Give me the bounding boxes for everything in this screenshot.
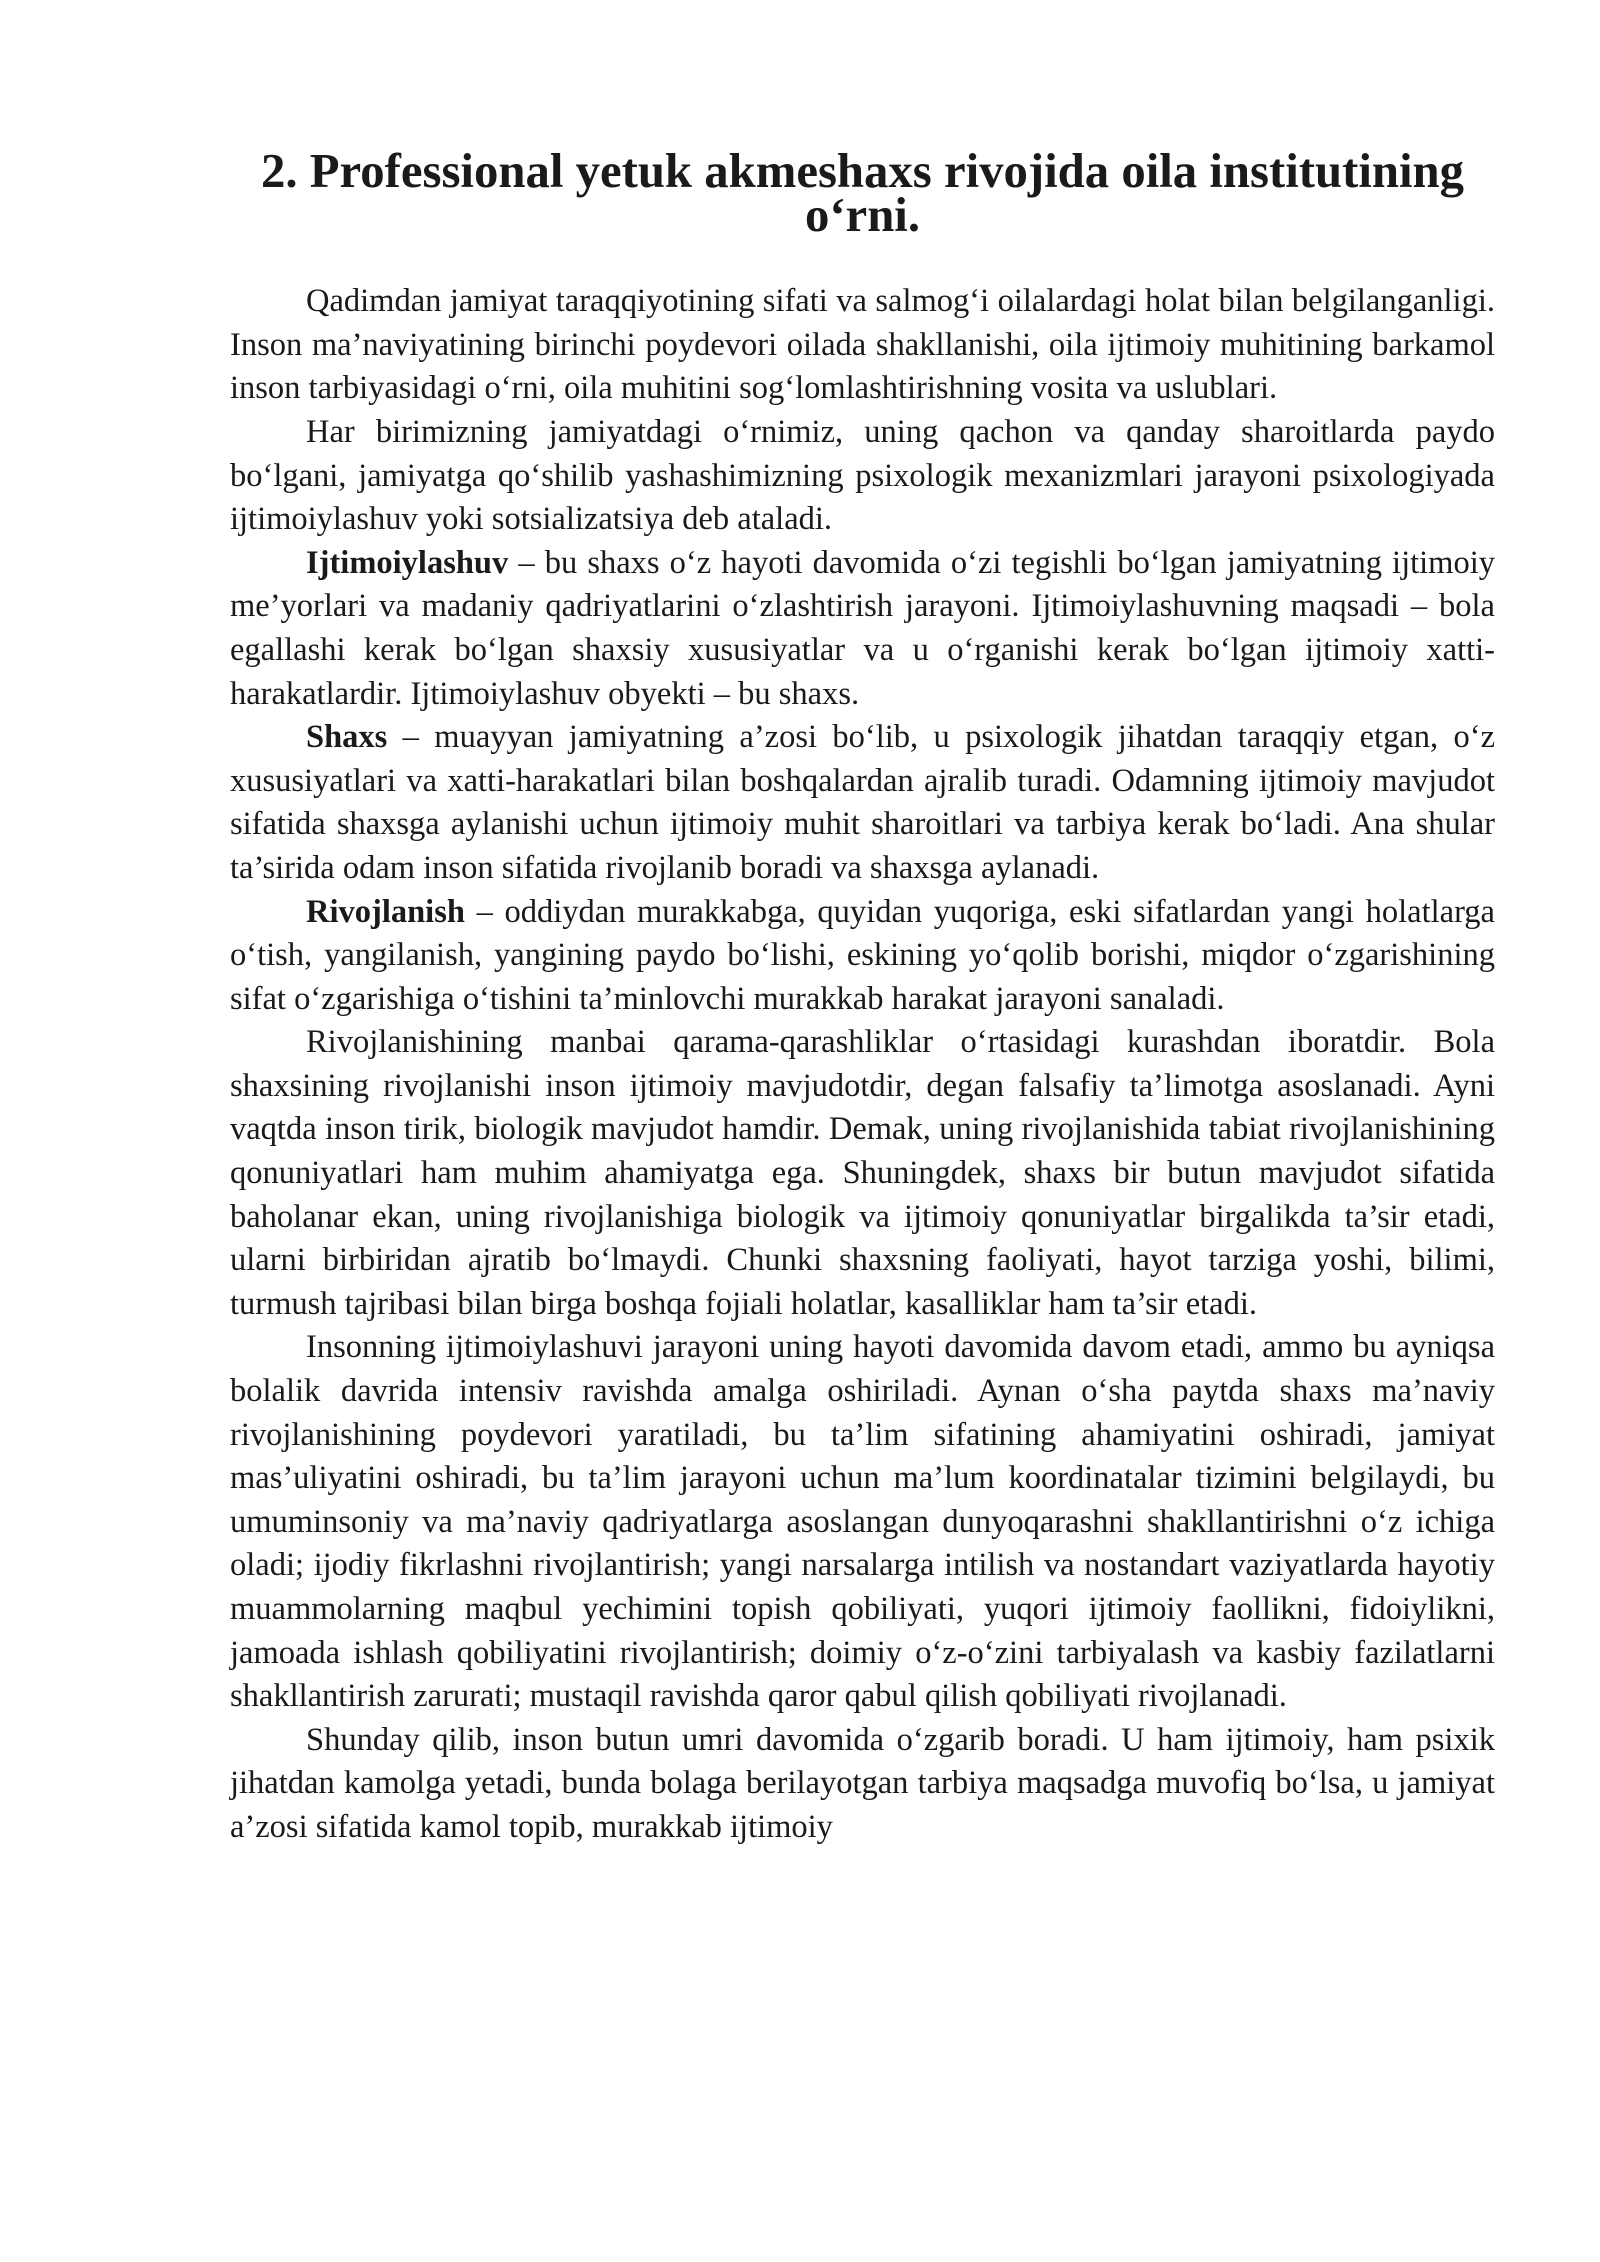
paragraph-text: – muayyan jamiyatning a’zosi bo‘lib, u psixologik jihatdan taraqqiy etgan, o‘z xususiyatlari va xatti-harakatlari bilan boshqalardan ajralib turadi. Odamning ijtimoiy mavjudot sifatida shaxsga aylanishi uchun ijtimoiy muhit sharoitlari va tarbiya kerak bo‘ladi. Ana shular ta’sirida odam inson sifatida rivojlanib boradi va shaxsga aylanadi. [230, 719, 1495, 886]
term-rivojlanish: Rivojlanish [306, 893, 465, 930]
paragraph-4 [230, 716, 1495, 890]
paragraph-7 [230, 1326, 1495, 1718]
paragraph-text: – bu shaxs o‘z hayoti davomida o‘zi tegishli bo‘lgan jamiyatning ijtimoiy me’yorlari va madaniy qadriyatlarini o‘zlashtirish jarayoni. Ijtimoiylashuvning maqsadi – bola egallashi kerak bo‘lgan shaxsiy xususiyatlar va u o‘rganishi kerak bo‘lgan ijtimoiy xatti-harakatlardir. Ijtimoiylashuv obyekti – bu shaxs. [230, 544, 1495, 712]
paragraph-5 [230, 891, 1495, 1022]
paragraph-text: Insonning ijtimoiylashuvi jarayoni uning hayoti davomida davom etadi, ammo bu ayniqsa bolalik davrida intensiv ravishda amalga oshiriladi. Aynan o‘sha paytda shaxs ma’naviy rivojlanishining poydevori yaratiladi, bu ta’lim sifatining ahamiyatini oshiradi, jamiyat mas’uliyatini oshiradi, bu ta’lim jarayoni uchun ma’lum koordinatalar tizimini belgilaydi, bu umuminsoniy va ma’naviy qadriyatlarga asoslangan dunyoqarashni shakllantirishni o‘z ichiga oladi; ijodiy fikrlashni rivojlantirish; yangi narsalarga intilish va nostandart vaziyatlarda hayotiy muammolarning maqbul yechimini topish qobiliyati, yuqori ijtimoiy faollikni, fidoiylikni, jamoada ishlash qobiliyatini rivojlantirish; doimiy o‘z-o‘zini tarbiyalash va kasbiy fazilatlarni shakllantirish zarurati; mustaqil ravishda qaror qabul qilish qobiliyati rivojlanadi. [230, 1329, 1495, 1715]
paragraph-text: Har birimizning jamiyatdagi o‘rnimiz, uning qachon va qanday sharoitlarda paydo bo‘lgani, jamiyatga qo‘shilib yashashimizning psixologik mexanizmlari jarayoni psixologiyada ijtimoiylashuv yoki sotsializatsiya deb ataladi. [230, 413, 1495, 538]
term-shaxs: Shaxs [306, 719, 388, 756]
section-heading: 2. Professional yetuk akmeshaxs rivojida oila institutining o‘rni. [260, 144, 1465, 242]
paragraph-text: Qadimdan jamiyat taraqqiyotining sifati va salmog‘i oilalardagi holat bilan belgilanganligi. Inson ma’naviyatining birinchi poydevori oilada shakllanishi, oila ijtimoiy muhitining barkamol inson tarbiyasidagi o‘rni, oila muhitini sog‘lomlashtirishning vosita va uslublari. [230, 283, 1495, 407]
document-page [230, 144, 1495, 1850]
paragraph-8 [230, 1719, 1495, 1850]
paragraph-text: Rivojlanishining manbai qarama-qarashliklar o‘rtasidagi kurashdan iboratdir. Bola shaxsining rivojlanishi inson ijtimoiy mavjudotdir, degan falsafiy ta’limotga asoslanadi. Ayni vaqtda inson tirik, biologik mavjudot hamdir. Demak, uning rivojlanishida tabiat rivojlanishining qonuniyatlari ham muhim ahamiyatga ega. Shuningdek, shaxs bir butun mavjudot sifatida baholanar ekan, uning rivojlanishiga biologik va ijtimoiy qonuniyatlar birgalikda ta’sir etadi, ularni birbiridan ajratib bo‘lmaydi. Chunki shaxsning faoliyati, hayot tarziga yoshi, bilimi, turmush tajribasi bilan birga boshqa fojiali holatlar, kasalliklar ham ta’sir etadi. [230, 1024, 1495, 1322]
paragraph-text: – oddiydan murakkabga, quyidan yuqoriga, eski sifatlardan yangi holatlarga o‘tish, yangilanish, yangining paydo bo‘lishi, eskining yo‘qolib borishi, miqdor o‘zgarishining sifat o‘zgarishiga o‘tishini ta’minlovchi murakkab harakat jarayoni sanaladi. [230, 893, 1495, 1017]
paragraph-text: Shunday qilib, inson butun umri davomida o‘zgarib boradi. U ham ijtimoiy, ham psixik jihatdan kamolga yetadi, bunda bolaga berilayotgan tarbiya maqsadga muvofiq bo‘lsa, u jamiyat a’zosi sifatida kamol topib, murakkab ijtimoiy [230, 1721, 1495, 1845]
paragraph-2 [230, 411, 1495, 542]
paragraph-1 [230, 280, 1495, 411]
paragraph-3 [230, 542, 1495, 716]
paragraph-6 [230, 1021, 1495, 1326]
term-ijtimoiylashuv: Ijtimoiylashuv [306, 544, 509, 581]
